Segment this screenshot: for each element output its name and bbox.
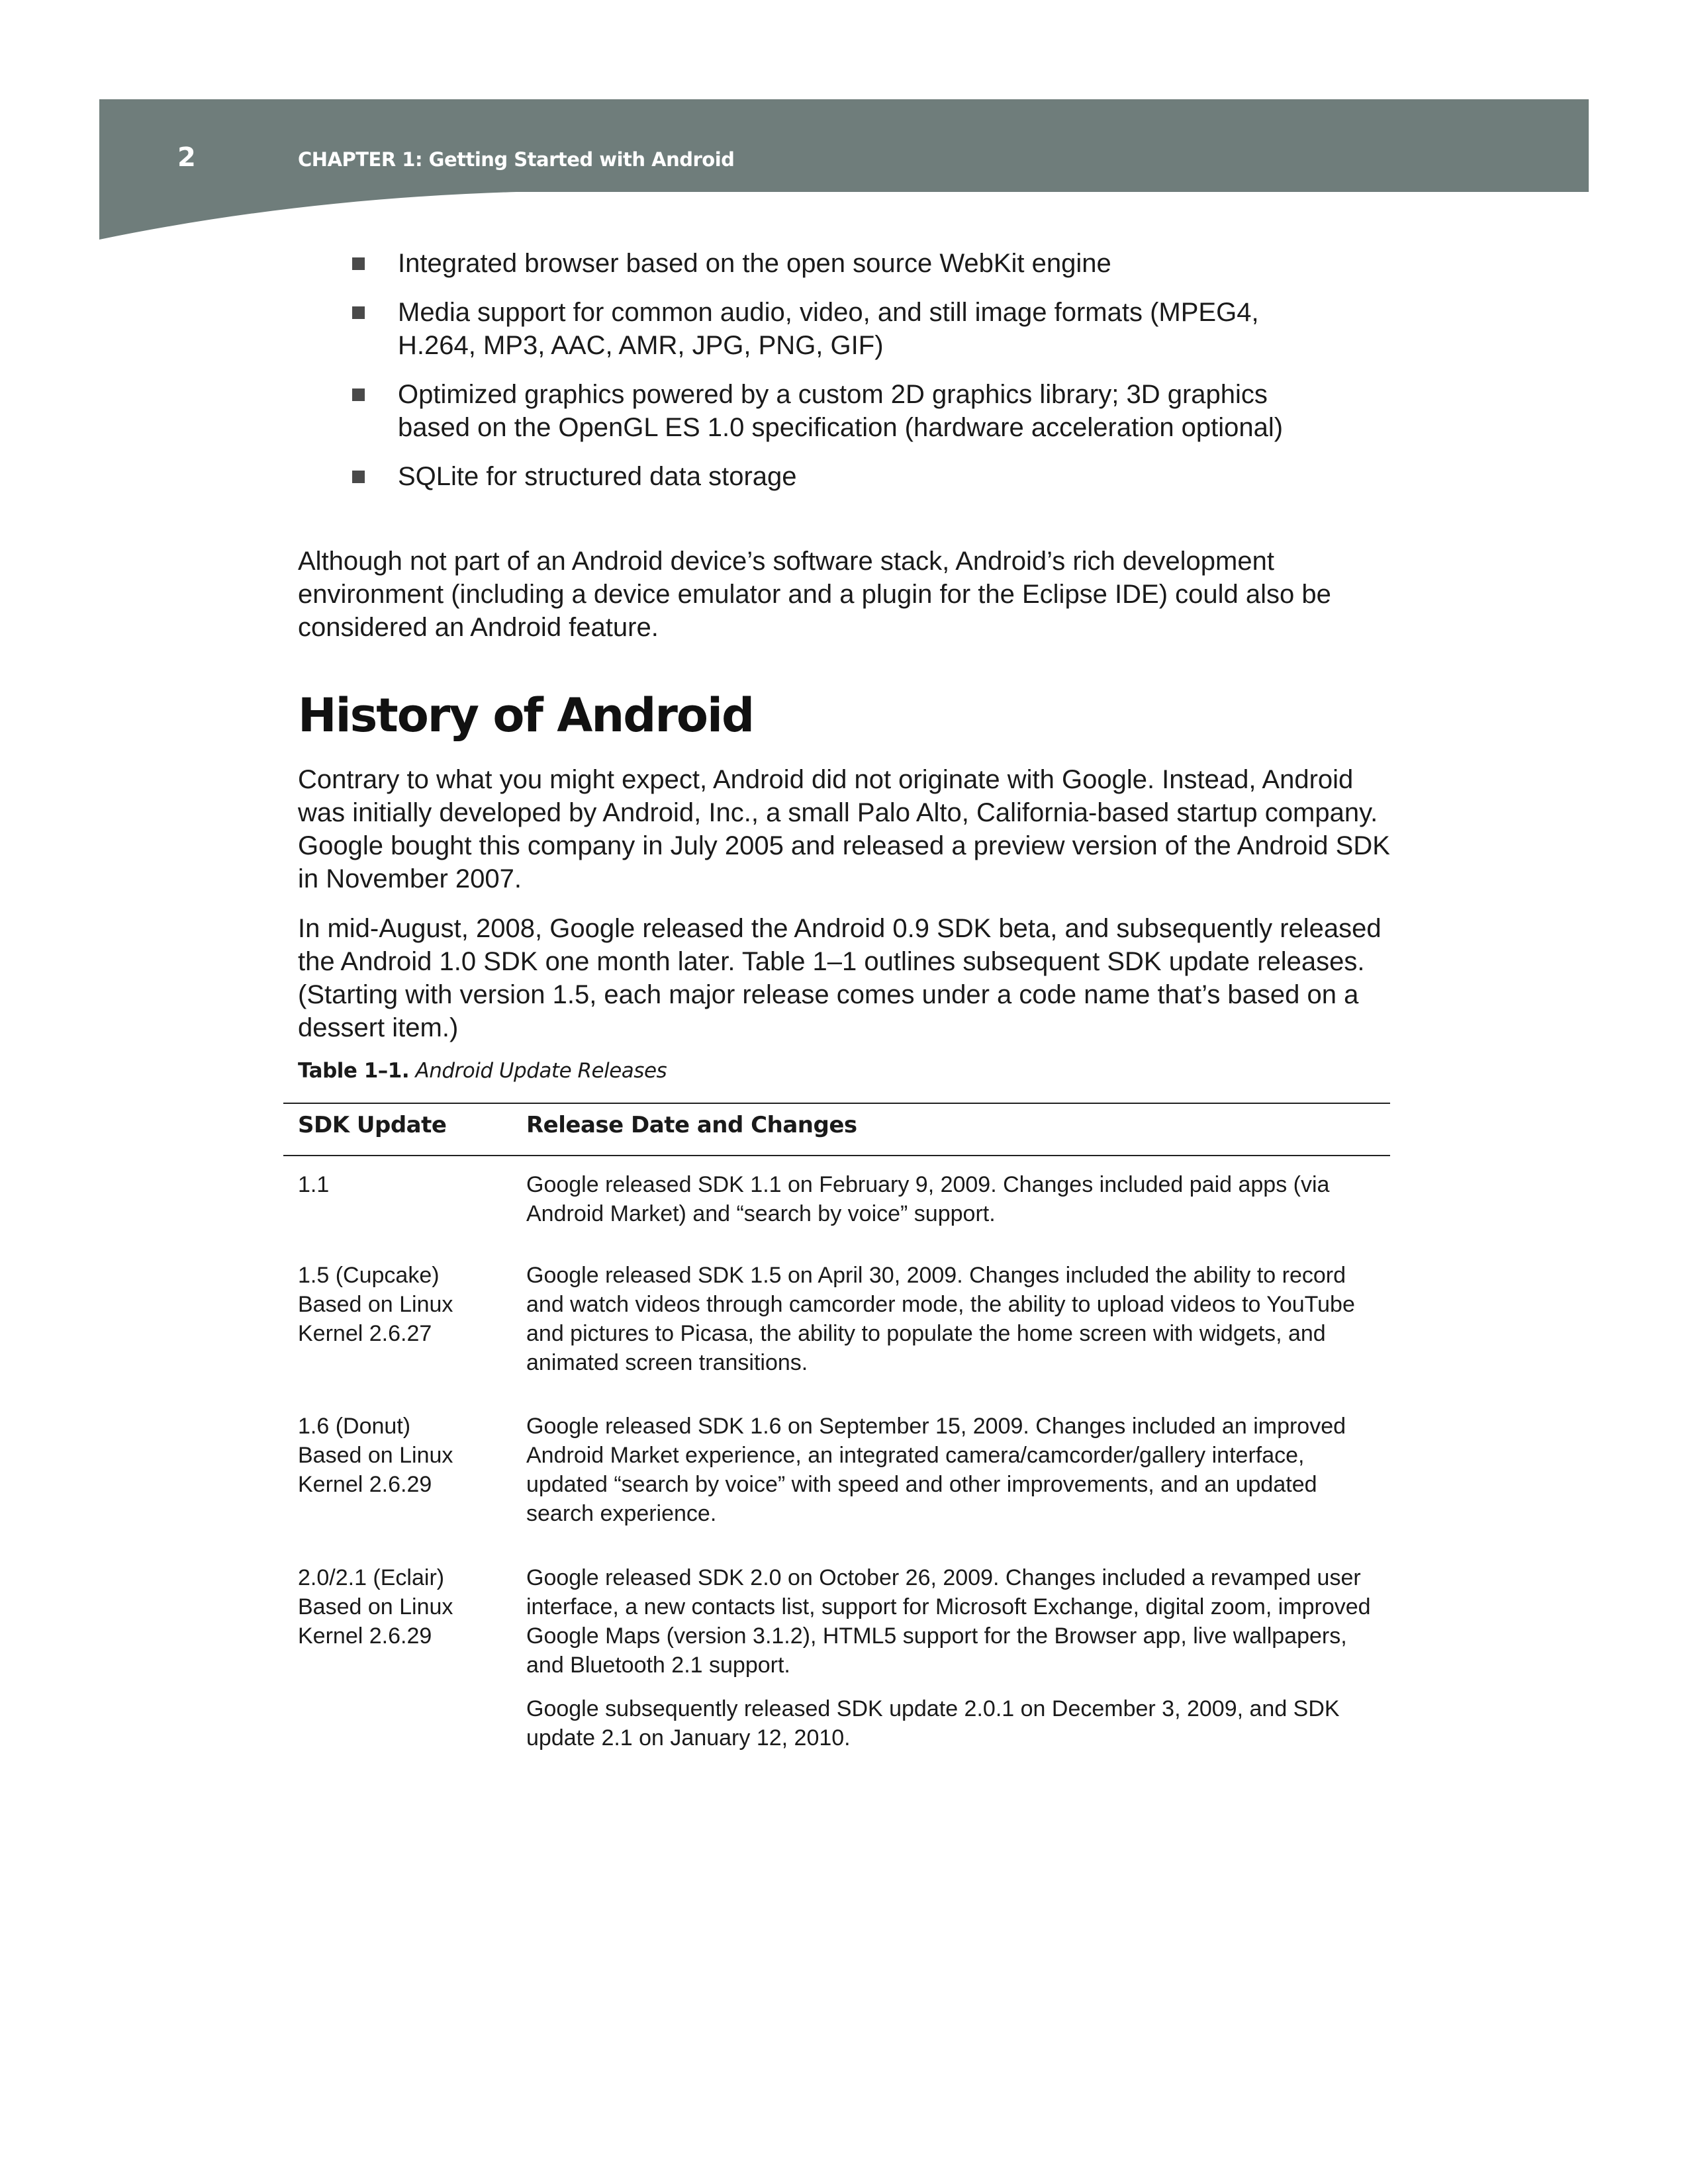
- table-cell-changes: [526, 1563, 1387, 1767]
- table-caption-title: Android Update Releases: [415, 1059, 667, 1083]
- page-number: 2: [177, 142, 196, 173]
- square-bullet-icon: [352, 388, 365, 401]
- list-item: [298, 247, 1291, 280]
- table-cell-text: Google released SDK 1.6 on September 15, 2009. Changes included an improved Android Market experience, an integrated camera/camcorder/gallery interface, updated “search by voice” with speed and other improvements, and an updated search experience.: [526, 1414, 1346, 1526]
- section-heading: History of Android: [298, 688, 754, 743]
- bullet-text: Optimized graphics powered by a custom 2D graphics library; 3D graphics based on the OpenGL ES 1.0 specification (hardware acceleration optional): [398, 380, 1284, 442]
- table-cell-sdk: 1.6 (Donut) Based on Linux Kernel 2.6.29: [298, 1414, 453, 1497]
- bullet-text: Integrated browser based on the open source WebKit engine: [398, 249, 1111, 278]
- list-item: [298, 296, 1291, 362]
- square-bullet-icon: [352, 306, 365, 319]
- table-header-release-date: Release Date and Changes: [526, 1112, 857, 1138]
- table-caption-number: Table 1–1.: [298, 1059, 410, 1083]
- table-cell-changes: [526, 1261, 1387, 1392]
- table-cell-text: Google released SDK 1.1 on February 9, 2009. Changes included paid apps (via Android Market) and “search by voice” support.: [526, 1172, 1330, 1226]
- table-cell-changes: [526, 1412, 1387, 1543]
- running-head: CHAPTER 1: Getting Started with Android: [298, 148, 735, 171]
- intro-paragraph: Although not part of an Android device’s software stack, Android’s rich development environment (including a device emulator and a plugin for the Eclipse IDE) could also be considered an Android feature.: [298, 547, 1331, 642]
- table-cell-text: Google subsequently released SDK update 2.0.1 on December 3, 2009, and SDK update 2.1 on January 12, 2010.: [526, 1696, 1340, 1751]
- table-top-rule: [283, 1103, 1390, 1104]
- table-cell-changes: [526, 1170, 1387, 1243]
- list-item: [298, 378, 1291, 444]
- table-cell-sdk: 2.0/2.1 (Eclair) Based on Linux Kernel 2.6.29: [298, 1565, 453, 1649]
- table-cell-text: Google released SDK 1.5 on April 30, 2009. Changes included the ability to record and watch videos through camcorder mode, the ability to upload videos to YouTube and pictures to Picasa, the ability to populate the home screen with widgets, and animated screen transitions.: [526, 1263, 1355, 1375]
- table-cell-text: Google released SDK 2.0 on October 26, 2009. Changes included a revamped user interface, a new contacts list, support for Microsoft Exchange, digital zoom, improved Google Maps (version 3.1.2), HTML5 support for the Browser app, live wallpapers, and Bluetooth 2.1 support.: [526, 1565, 1371, 1678]
- table-header-rule: [283, 1155, 1390, 1156]
- bullet-text: SQLite for structured data storage: [398, 462, 797, 491]
- table-caption: [298, 1059, 667, 1083]
- table-header-sdk-update: SDK Update: [298, 1112, 447, 1138]
- list-item: [298, 460, 1291, 493]
- feature-bullet-list: [298, 247, 1291, 509]
- bullet-text: Media support for common audio, video, and still image formats (MPEG4, H.264, MP3, AAC, AMR, JPG, PNG, GIF): [398, 298, 1259, 360]
- table-cell-sdk: 1.5 (Cupcake) Based on Linux Kernel 2.6.27: [298, 1263, 453, 1346]
- square-bullet-icon: [352, 471, 365, 483]
- square-bullet-icon: [352, 257, 365, 270]
- table-cell-sdk: 1.1: [298, 1172, 330, 1197]
- history-paragraph-2: In mid-August, 2008, Google released the Android 0.9 SDK beta, and subsequently released the Android 1.0 SDK one month later. Table 1–1 outlines subsequent SDK update releases. (Starting with version 1.5, each major release comes under a code name that’s based on a dessert item.): [298, 914, 1382, 1042]
- history-paragraph-1: Contrary to what you might expect, Android did not originate with Google. Instead, Android was initially developed by Android, Inc., a small Palo Alto, California-based startup company. Google bought this company in July 2005 and released a preview version of the Android SDK in November 2007.: [298, 765, 1390, 893]
